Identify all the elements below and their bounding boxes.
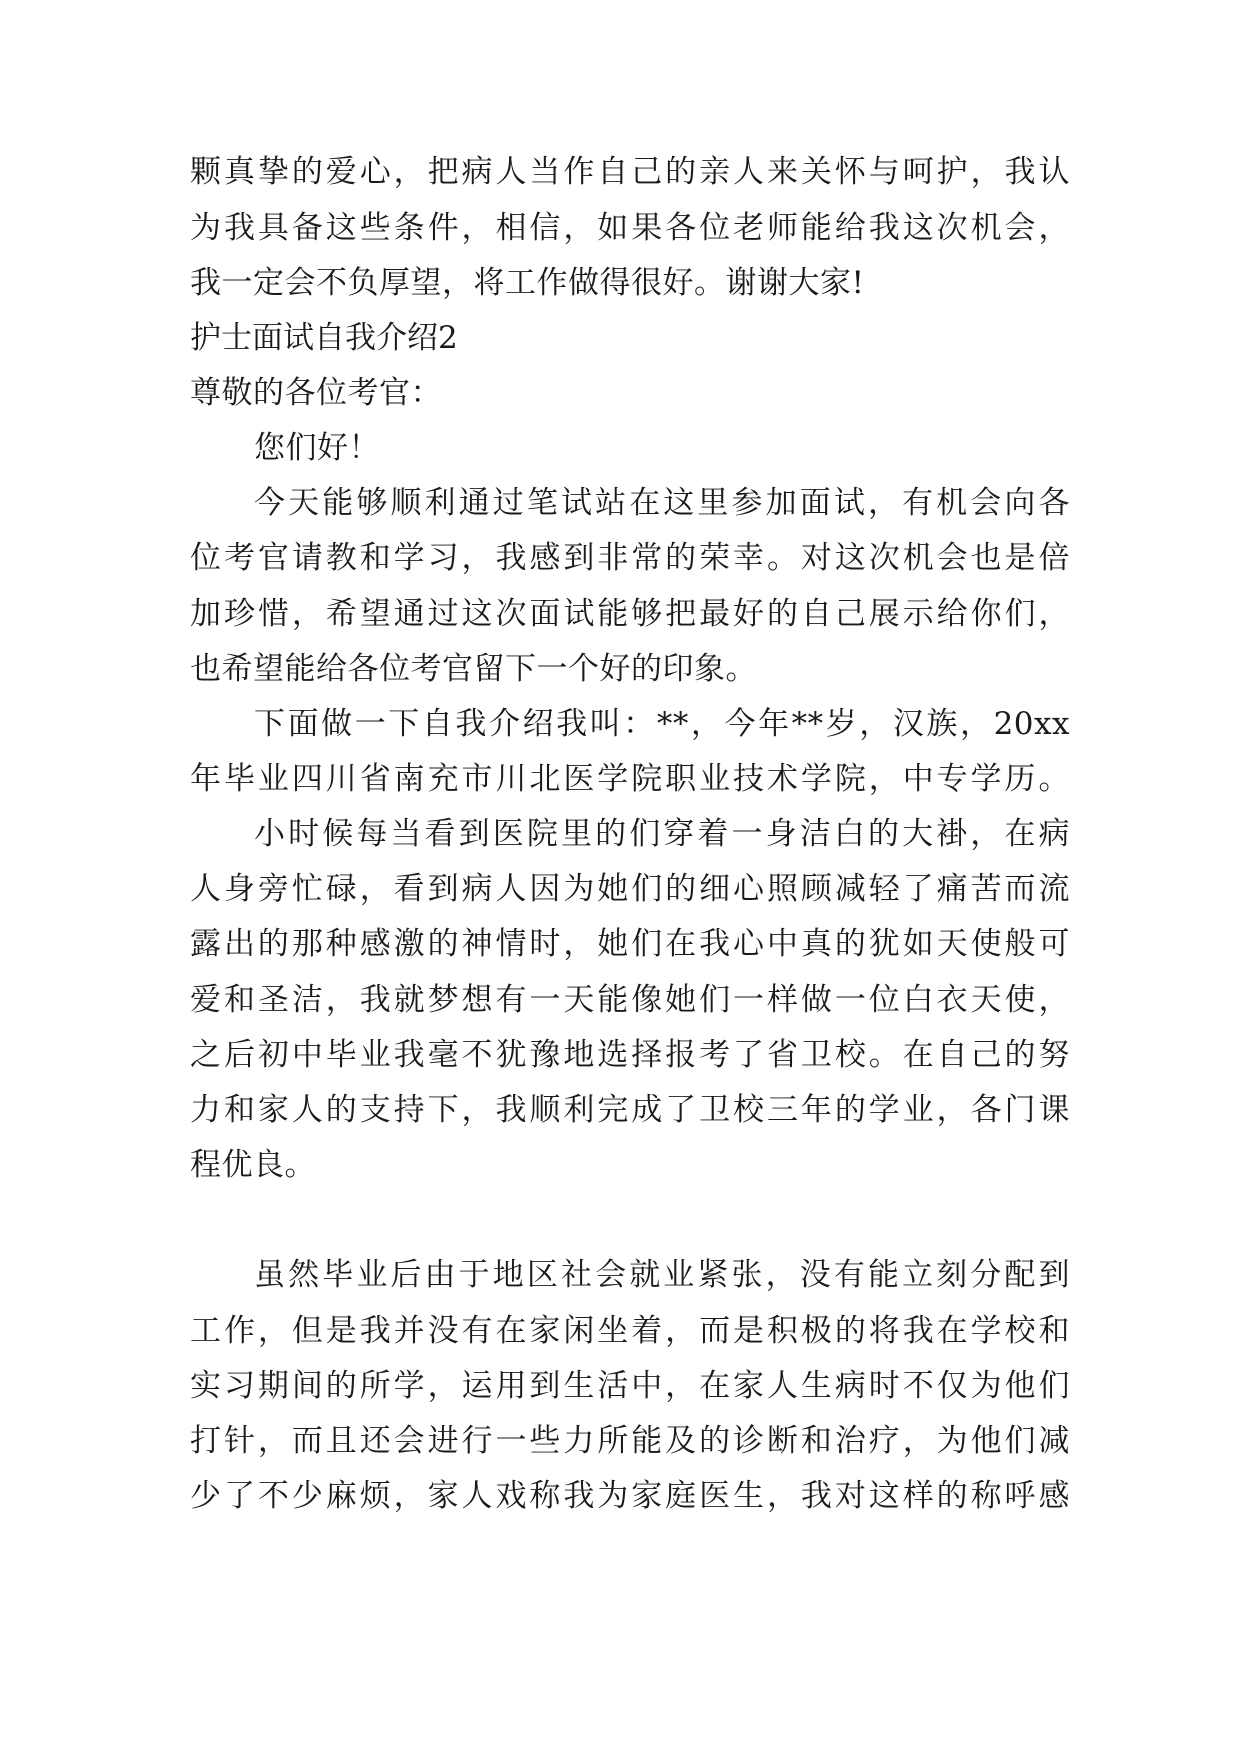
text-line: 之后初中毕业我毫不犹豫地选择报考了省卫校。在自己的努	[190, 1037, 1070, 1073]
text-line: 少了不少麻烦，家人戏称我为家庭医生，我对这样的称呼感	[190, 1478, 1070, 1514]
text-line: 小时候每当看到医院里的们穿着一身洁白的大褂，在病	[254, 816, 1070, 852]
text-line: 爱和圣洁，我就梦想有一天能像她们一样做一位白衣天使，	[190, 982, 1070, 1018]
text-line: 加珍惜，希望通过这次面试能够把最好的自己展示给你们，	[190, 596, 1070, 632]
text-line: 虽然毕业后由于地区社会就业紧张，没有能立刻分配到	[254, 1257, 1070, 1293]
text-line: 位考官请教和学习，我感到非常的荣幸。对这次机会也是倍	[190, 540, 1070, 576]
text-line: 工作，但是我并没有在家闲坐着，而是积极的将我在学校和	[190, 1313, 1070, 1349]
text-line: 年毕业四川省南充市川北医学院职业技术学院，中专学历。	[190, 761, 1070, 797]
text-line: 力和家人的支持下，我顺利完成了卫校三年的学业，各门课	[190, 1092, 1070, 1128]
text-line: 露出的那种感激的神情时，她们在我心中真的犹如天使般可	[190, 926, 1070, 962]
text-line: 也希望能给各位考官留下一个好的印象。	[190, 651, 757, 687]
text-line: 打针，而且还会进行一些力所能及的诊断和治疗，为他们减	[190, 1423, 1070, 1459]
text-line: 程优良。	[190, 1147, 316, 1183]
text-line: 颗真挚的爱心，把病人当作自己的亲人来关怀与呵护，我认	[190, 154, 1070, 190]
text-line: 实习期间的所学，运用到生活中，在家人生病时不仅为他们	[190, 1368, 1070, 1404]
text-line: 为我具备这些条件，相信，如果各位老师能给我这次机会，	[190, 210, 1070, 246]
greeting: 您们好！	[254, 430, 380, 466]
text-line: 我一定会不负厚望，将工作做得很好。谢谢大家!	[190, 265, 865, 301]
text-line: 人身旁忙碌，看到病人因为她们的细心照顾减轻了痛苦而流	[190, 871, 1070, 907]
text-line: 今天能够顺利通过笔试站在这里参加面试，有机会向各	[254, 485, 1070, 521]
salutation: 尊敬的各位考官：	[190, 375, 442, 411]
text-line: 下面做一下自我介绍我叫：**，今年**岁，汉族，20xx	[254, 706, 1070, 742]
section-heading: 护士面试自我介绍2	[190, 320, 458, 356]
